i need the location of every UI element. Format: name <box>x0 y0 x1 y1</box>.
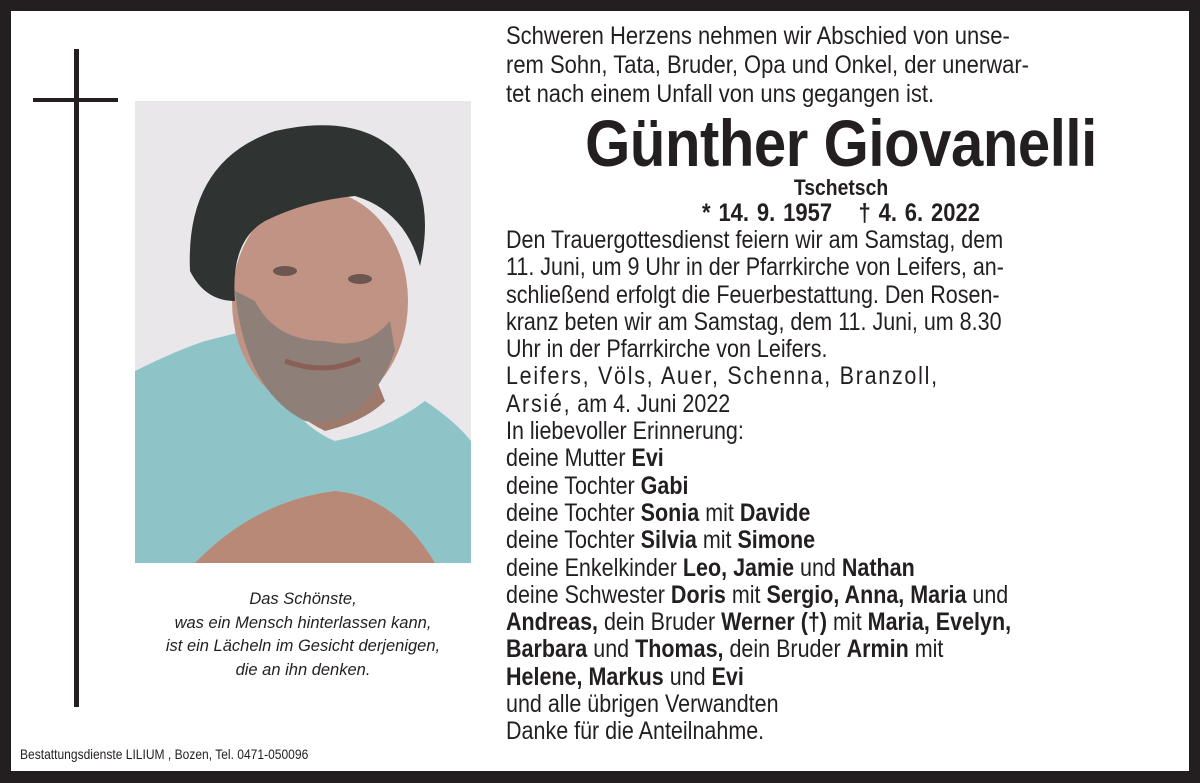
places-line: Leifers, Völs, Auer, Schenna, Branzoll, <box>506 362 939 391</box>
family-line <box>506 473 1177 500</box>
funeral-home-footer: Bestattungsdienste LILIUM , Bozen, Tel. 0471-050096 <box>20 746 309 762</box>
relation-text: und <box>587 635 636 664</box>
relative-name: Simone <box>737 526 816 555</box>
relative-name: Barbara <box>506 635 588 664</box>
quote-line: Das Schönste, <box>249 590 357 608</box>
relation-text: deine Tochter <box>506 471 641 500</box>
relative-name: Nathan <box>841 553 915 582</box>
deceased-name: Günther Giovanelli <box>585 106 1097 180</box>
relation-text: deine Enkelkinder <box>506 553 683 582</box>
relation-text: mit <box>699 498 740 527</box>
relative-name: Silvia <box>640 526 697 555</box>
cross-icon-horizontal <box>33 98 118 102</box>
family-line <box>506 718 1177 745</box>
relation-text: deine Tochter <box>506 526 641 555</box>
intro-line: tet nach einem Unfall von uns gegangen ist. <box>506 80 935 108</box>
relative-name: Sergio, Anna, Maria <box>766 580 967 609</box>
relative-name: Maria, Evelyn, <box>867 608 1012 637</box>
family-line <box>506 636 1177 663</box>
service-line: Den Trauergottesdienst feiern wir am Samstag, dem <box>506 226 1004 254</box>
intro-paragraph <box>506 22 1175 109</box>
remembrance-heading: In liebevoller Erinnerung: <box>506 417 744 446</box>
death-date: † 4. 6. 2022 <box>858 199 980 227</box>
relation-text: und <box>966 580 1009 609</box>
birth-date: * 14. 9. 1957 <box>702 199 833 227</box>
family-line <box>506 664 1177 691</box>
relative-name: Werner (†) <box>721 608 828 637</box>
portrait-photo <box>135 101 471 563</box>
relation-text: mit <box>725 580 767 609</box>
relation-text: mit <box>908 635 944 664</box>
relation-text: und <box>794 553 842 582</box>
relation-text: dein Bruder <box>723 635 847 664</box>
relative-name: Andreas, <box>506 608 599 637</box>
relative-name: Gabi <box>640 471 689 500</box>
family-line <box>506 445 1177 472</box>
relation-text: dein Bruder <box>598 608 722 637</box>
relation-text: mit <box>696 526 738 555</box>
service-line: kranz beten wir am Samstag, dem 11. Juni, um 8.30 <box>506 307 1002 336</box>
family-line <box>506 527 1177 554</box>
service-line: schließend erfolgt die Feuerbestattung. Den Rosen- <box>506 280 1000 309</box>
intro-line: rem Sohn, Tata, Bruder, Opa und Onkel, der unerwar- <box>506 51 1029 79</box>
notice-date: am 4. Juni 2022 <box>571 389 731 418</box>
family-line <box>506 691 1177 718</box>
relative-name: Evi <box>631 444 664 473</box>
place-date-line <box>506 391 1177 418</box>
cross-icon-vertical <box>74 49 79 707</box>
relative-name: Doris <box>670 580 726 609</box>
relation-text: und alle übrigen Verwandten <box>506 690 779 719</box>
place-prefix: Arsié, <box>506 389 572 418</box>
relation-text: deine Schwester <box>506 580 671 609</box>
intro-line: Schweren Herzens nehmen wir Abschied von unse- <box>506 22 1010 50</box>
life-dates <box>546 200 1136 227</box>
relation-text: und <box>663 662 712 691</box>
portrait-illustration <box>135 101 471 563</box>
quote-line: ist ein Lächeln im Gesicht derjenigen, <box>165 637 441 655</box>
relative-name: Sonia <box>640 498 700 527</box>
service-line: 11. Juni, um 9 Uhr in der Pfarrkirche von Leifers, an- <box>506 253 1004 282</box>
service-line: Uhr in der Pfarrkirche von Leifers. <box>506 335 828 364</box>
relation-text: mit <box>827 608 868 637</box>
relative-name: Helene, Markus <box>506 662 664 691</box>
quote-line: was ein Mensch hinterlassen kann, <box>174 613 432 632</box>
relative-name: Armin <box>846 635 909 664</box>
family-line <box>506 500 1177 527</box>
relation-text: deine Tochter <box>506 498 641 527</box>
family-list <box>506 445 1177 745</box>
family-line <box>506 582 1177 609</box>
family-line <box>506 555 1177 582</box>
service-details <box>506 227 1177 746</box>
quote-line: die an ihn denken. <box>235 660 371 679</box>
nickname: Tschetsch <box>793 175 889 200</box>
memorial-quote <box>130 588 476 682</box>
relative-name: Davide <box>739 498 811 527</box>
notice-text <box>506 22 1176 746</box>
relative-name: Evi <box>711 662 744 691</box>
relative-name: Thomas, <box>635 635 724 664</box>
family-line <box>506 609 1177 636</box>
relation-text: Danke für die Anteilnahme. <box>506 717 765 746</box>
relation-text: deine Mutter <box>506 444 632 473</box>
relative-name: Leo, Jamie <box>682 553 795 582</box>
